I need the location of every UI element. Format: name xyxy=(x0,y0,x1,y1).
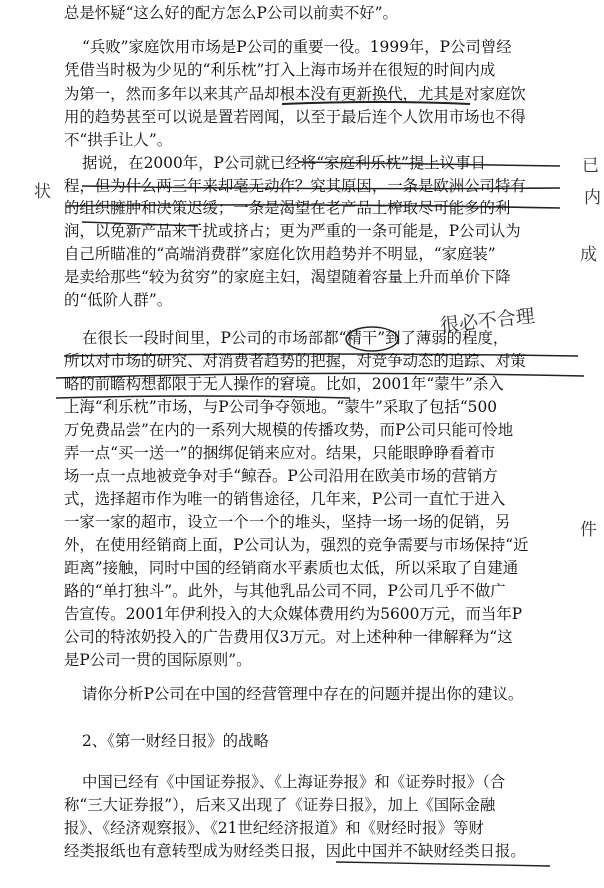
text-line: 总是怀疑“这么好的配方怎么P公司以前卖不好”。 xyxy=(64,4,398,22)
text-line: 经类报纸也有意转型成为财经类日报，因此中国并不缺财经类日报。 xyxy=(64,842,526,860)
text-line: 式，选择超市作为唯一的销售途径，几年来，P公司一直忙于进入 xyxy=(64,490,506,508)
text-line: 上海“利乐枕”市场，与P公司争夺领地。“蒙牛”采取了包括“500 xyxy=(64,398,498,416)
text-line: 称“三大证券报”），后来又出现了《证券日报》，加上《国际金融 xyxy=(64,796,496,814)
text-line: 报》、《经济观察报》、《21世纪经济报道》和《财经时报》等财 xyxy=(64,819,484,837)
text-line: 略的前瞻构想都限于无人操作的窘境。比如，2001年“蒙牛”杀入 xyxy=(64,375,504,393)
margin-note: 已 xyxy=(582,156,599,176)
text-line: “兵败”家庭饮用市场是P公司的重要一役。1999年，P公司曾经 xyxy=(82,38,512,56)
section-heading: 2、《第一财经日报》的战略 xyxy=(82,732,269,750)
text-line: 中国已经有《中国证券报》、《上海证券报》和《证券时报》（合 xyxy=(82,773,506,791)
text-line: 所以对市场的研究、对消费者趋势的把握，对竞争动态的追踪、对策 xyxy=(64,352,526,370)
text-line: 的“低阶人群”。 xyxy=(64,291,173,309)
text-line: 自己所瞄准的“高端消费群”家庭化饮用趋势并不明显，“家庭装” xyxy=(64,245,496,263)
text-line: 在很长一段时间里，P公司的市场部都“精干”到了薄弱的程度， xyxy=(82,329,509,347)
text-line: 不“拱手让人”。 xyxy=(64,131,173,149)
text-line: 是P公司一贯的国际原则”。 xyxy=(64,651,252,669)
text-line: 场一点一点地被竞争对手“鲸吞。P公司沿用在欧美市场的营销方 xyxy=(64,467,498,485)
text-line: 路的“单打独斗”。此外，与其他乳品公司不同，P公司几乎不做广 xyxy=(64,582,506,600)
text-line: 一家一家的超市，设立一个一个的堆头，坚持一场一场的促销，另 xyxy=(64,513,511,531)
text-line: 为第一，然而多年以来其产品却根本没有更新换代，尤其是对家庭饮 xyxy=(64,85,526,103)
text-line: 公司的特浓奶投入的广告费用仅3万元。对上述种种一律解释为“这 xyxy=(64,628,513,646)
text-line: 凭借当时极为少见的“利乐枕”打入上海市场并在很短的时间内成 xyxy=(64,61,496,79)
text-line: 据说，在2000年，P公司就已经将“家庭利乐枕”提上议事日 xyxy=(82,154,486,172)
text-line: 告宣传。2001年伊利投入的大众媒体费用约为5600万元，而当年P xyxy=(64,605,523,623)
text-line: 的组织臃肿和决策迟缓；一条是渴望在老产品上榨取尽可能多的利 xyxy=(64,199,511,217)
handwritten-comment: 很必不合理 xyxy=(439,305,536,337)
margin-note: 件 xyxy=(580,520,597,540)
margin-note: 状 xyxy=(34,182,51,202)
text-line: 外，在使用经销商上面，P公司认为，强烈的竞争需要与市场保持“近 xyxy=(64,536,529,554)
text-line: 万免费品尝”在内的一系列大规模的传播攻势，而P公司只能可怜地 xyxy=(64,421,514,439)
text-line: 程，但为什么两三年来却毫无动作？究其原因，一条是欧洲公司特有 xyxy=(64,177,526,195)
text-line: 弄一点“买一送一”的捆绑促销来应对。结果，只能眼睁睁看着市 xyxy=(64,444,496,462)
text-line: 用的趋势甚至可以说是置若罔闻，以至于最后连个人饮用市场也不得 xyxy=(64,108,526,126)
question-line: 请你分析P公司在中国的经营管理中存在的问题并提出你的建议。 xyxy=(82,685,524,703)
text-line: 距离”接触，同时中国的经销商水平素质也太低，所以采取了自建通 xyxy=(64,559,519,577)
margin-note: 内 xyxy=(584,188,601,208)
text-line: 润，以免新产品来干扰或挤占；更为严重的一条可能是，P公司认为 xyxy=(64,222,521,240)
margin-note: 成 xyxy=(580,245,597,265)
text-line: 是卖给那些“较为贫穷”的家庭主妇，渴望随着容量上升而单价下降 xyxy=(64,268,511,286)
